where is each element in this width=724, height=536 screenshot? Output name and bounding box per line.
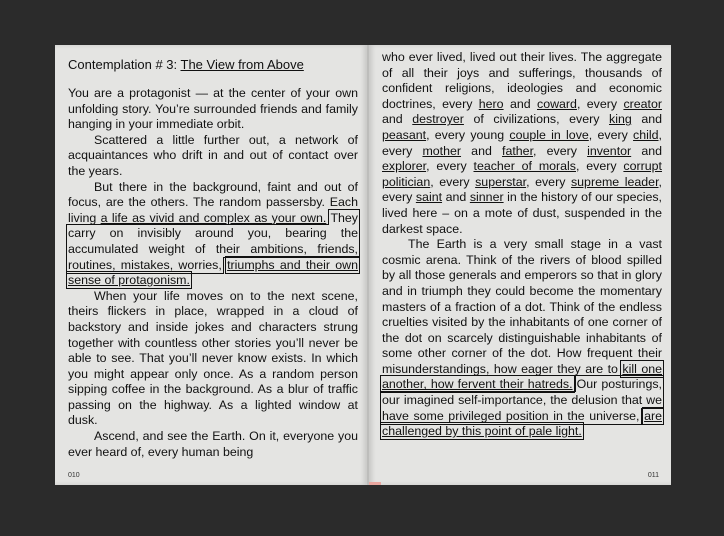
conj: and [461, 143, 503, 158]
right-page [369, 45, 671, 485]
word-hero: hero [478, 96, 504, 111]
page-number-right: 011 [647, 472, 659, 479]
word-corrupt-politician: corrupt politician [382, 159, 662, 189]
paragraph-5: Ascend, and see the Earth. On it, everyone you ever heard of, every human being [68, 429, 358, 459]
word-peasant: peasant [382, 127, 427, 142]
conj: and [631, 112, 662, 127]
word-teacher: teacher of morals [473, 159, 576, 174]
left-page [55, 45, 367, 485]
boxed-phrase: They carry on invisibly around you, bearing the accumulated weight of their ambitions, friends, routines, mistakes, worries, [68, 210, 358, 272]
p6-text: of civilizations, every [463, 112, 609, 127]
word-creator: creator [623, 96, 663, 111]
paragraph-1: You are a protagonist — at the center of your own unfolding story. You’re surrounded friends and family hanging in your immediate orbit. [68, 86, 358, 132]
underlined-phrase: a life as vivid and complex as your own. [100, 210, 327, 225]
title-prefix: Contemplation # 3: [68, 57, 181, 72]
word-destroyer: destroyer [412, 112, 464, 127]
boxed-underlined-phrase: triumphs and their own sense of protagonism. [68, 257, 358, 288]
conj: and [631, 143, 662, 158]
right-column [382, 50, 662, 440]
word-saint: saint [415, 190, 443, 205]
word-child: child [633, 127, 659, 142]
conj: and [503, 96, 537, 111]
word-couple: couple in love [509, 127, 589, 142]
conj: and [382, 112, 413, 127]
page-number-left: 010 [68, 472, 80, 479]
word-sinner: sinner [469, 190, 504, 205]
boxed-phrase: Our posturings, our imagined self-importance, the delusion that we have some privileged position in the universe, [382, 377, 662, 423]
p6-intro: who ever lived, lived out their lives. The aggregate of all their joys and sufferings, thousands of confident religions, ideologies and economic doctrines, every [382, 50, 662, 111]
paragraph-3-text-a: But there in the background, faint and out of focus, are the others. The random passersby. Each living [68, 179, 358, 225]
paragraph-6: who ever lived, lived out their lives. The aggregate of all their joys and sufferings, thousands of confident religions, ideologies and economic doctrines, every hero and coward, every creator and destroyer of civilizations, every king and peasant, every young couple in love, every child, every mother and father, every inventor and explorer, every teacher of morals, every corrupt politician, every superstar, every supreme leader, every saint and sinner in the history of our species, lived here – on a mote of dust, suspended in the darkest space. [382, 50, 663, 236]
p6-text: , every young [426, 127, 510, 142]
boxed-underlined-phrase: are challenged by this point of pale light. [382, 408, 662, 439]
paragraph-2: Scattered a little further out, a network of acquaintances who drift in and out of contact over the years. [68, 132, 358, 178]
word-superstar: superstar [475, 174, 527, 189]
boxed-underlined-phrase: kill one another, how fervent their hatreds. [382, 361, 662, 392]
word-supreme-leader: supreme leader [570, 174, 659, 189]
word-king: king [609, 112, 632, 127]
word-inventor: inventor [587, 143, 632, 158]
word-explorer: explorer [382, 159, 427, 174]
paragraph-3 [68, 180, 358, 289]
title-main: The View from Above [180, 57, 304, 72]
p7-text-a: The Earth is a very small stage in a vast cosmic arena. Think of the rivers of blood spilled by all those generals and emperors so that in glory and in triumph they could become the momentary masters of a fraction of a dot. Think of the endless cruelties visited by the inhabitants of one corner of the dot on scarcely distinguishable inhabitants of some other corner of the dot. How frequent their misunderstandings, how eager they are to [382, 237, 662, 376]
page-title [68, 56, 358, 73]
paragraph-7 [382, 237, 662, 440]
word-father: father [502, 143, 534, 158]
paragraph-4: When your life moves on to the next scene, theirs flickers in place, wrapped in a cloud of backstory and inside jokes and characters strung together with countless other stories you’ll never be able to see. That you’ll never know exists. In which you might appear only once. As a random person sipping coffee in the background. As a blur of traffic passing on the highway. As a lighted window at dusk. [68, 288, 358, 428]
word-coward: coward [537, 96, 577, 111]
left-column [68, 56, 358, 460]
pink-marker [369, 482, 381, 485]
word-mother: mother [422, 143, 462, 158]
p6-end: in the history of our species, lived here – on a mote of dust, suspended in the darkest space. [382, 190, 662, 236]
conj: and [442, 190, 470, 205]
